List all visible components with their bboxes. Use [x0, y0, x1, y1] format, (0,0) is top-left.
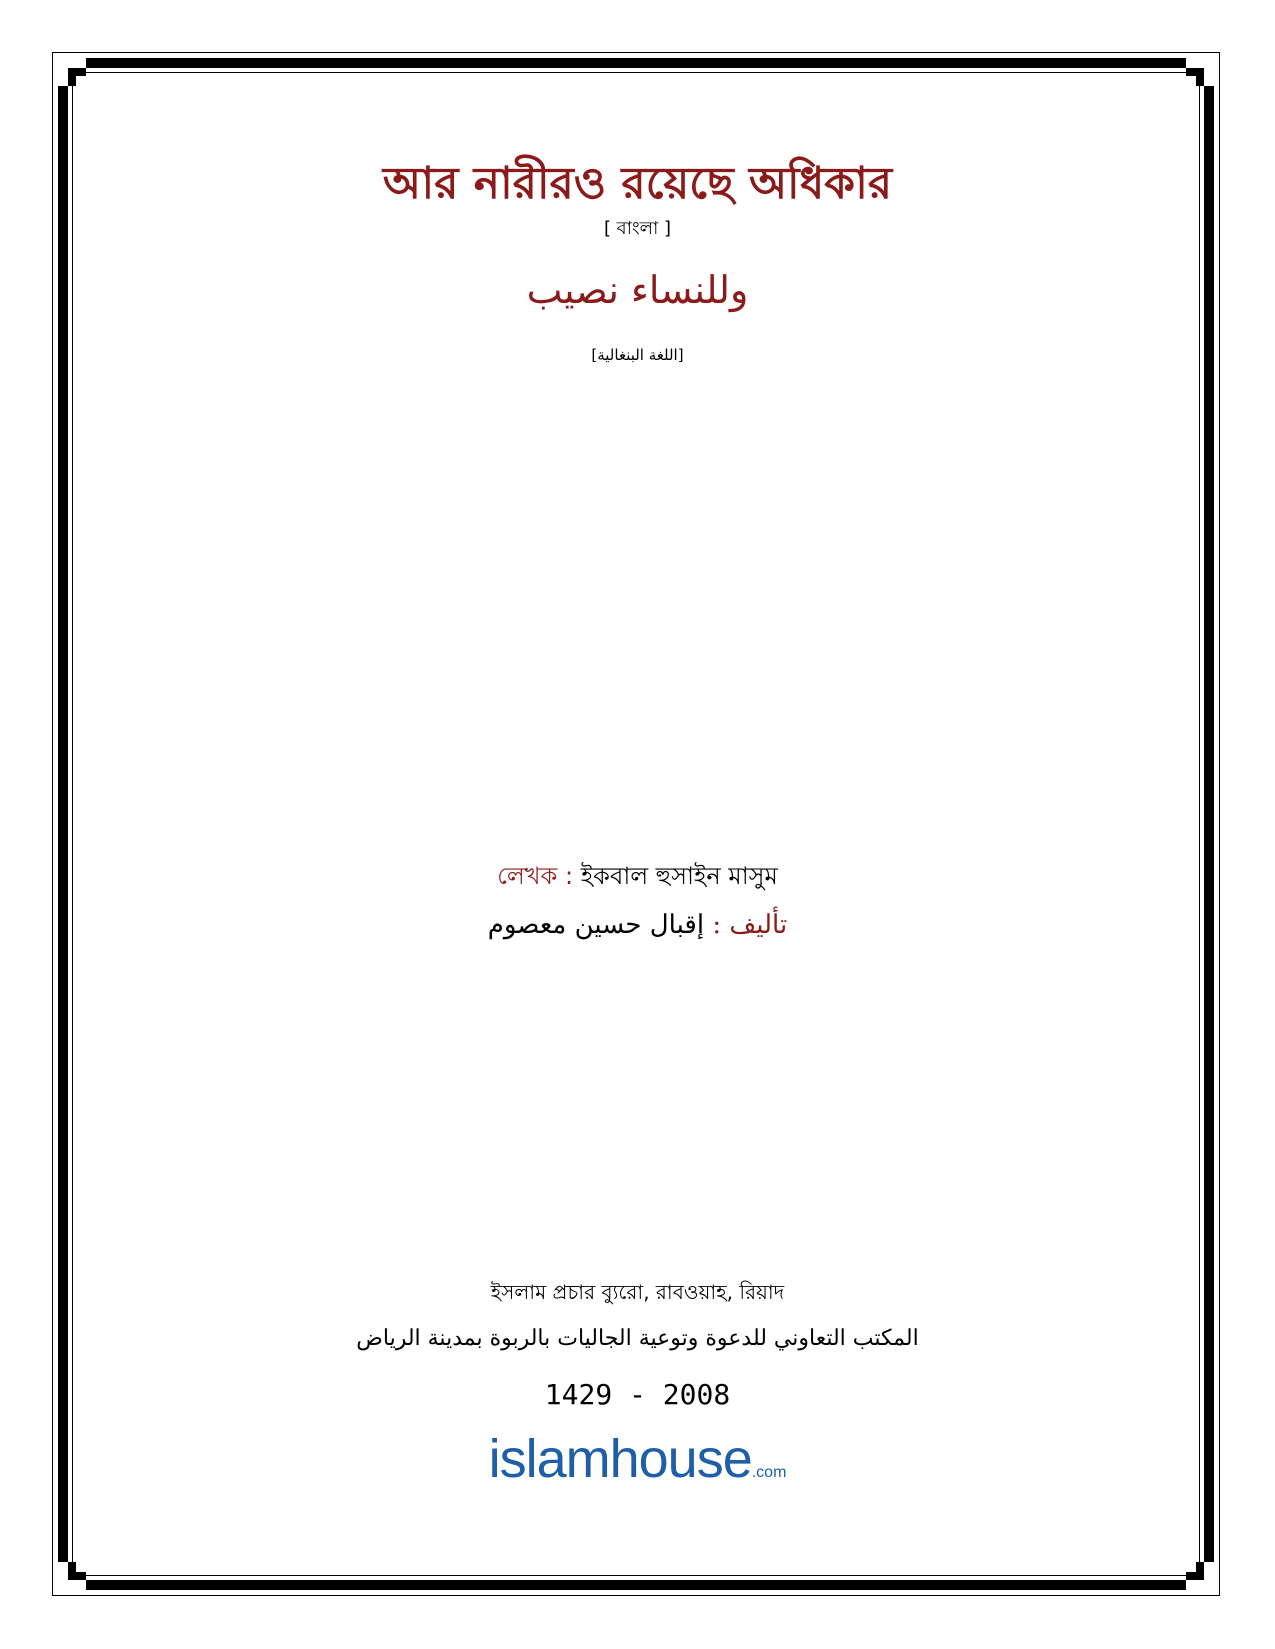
- title-arabic: وللنساء نصيب: [526, 268, 749, 312]
- author-bengali: [0, 858, 1275, 898]
- author-arabic: [0, 910, 1275, 940]
- language-label-bengali: [ বাংলা ]: [603, 218, 672, 239]
- author-label-arabic: تأليف :: [712, 910, 788, 940]
- frame-bar-bottom: [86, 1580, 1186, 1590]
- frame-bar-top: [86, 58, 1186, 68]
- logo-wordmark: islamhouse: [488, 1429, 752, 1489]
- publication-year: 1429 - 2008: [544, 1378, 731, 1411]
- islamhouse-logo: [0, 1428, 1275, 1490]
- publisher-bengali: ইসলাম প্রচার ব্যুরো, রাবওয়াহ, রিয়াদ: [490, 1280, 785, 1304]
- author-label-bengali: লেখক :: [497, 862, 574, 890]
- title-bengali: আর নারীরও রয়েছে অধিকার: [382, 158, 893, 209]
- author-name-bengali: ইকবাল হুসাইন মাসুম: [580, 862, 778, 890]
- logo-suffix: .com: [751, 1464, 787, 1481]
- language-label-arabic: [اللغة البنغالية]: [591, 346, 684, 364]
- author-name-arabic: إقبال حسين معصوم: [487, 910, 705, 940]
- publisher-arabic: المكتب التعاوني للدعوة وتوعية الجاليات بالربوة بمدينة الرياض: [356, 1326, 919, 1351]
